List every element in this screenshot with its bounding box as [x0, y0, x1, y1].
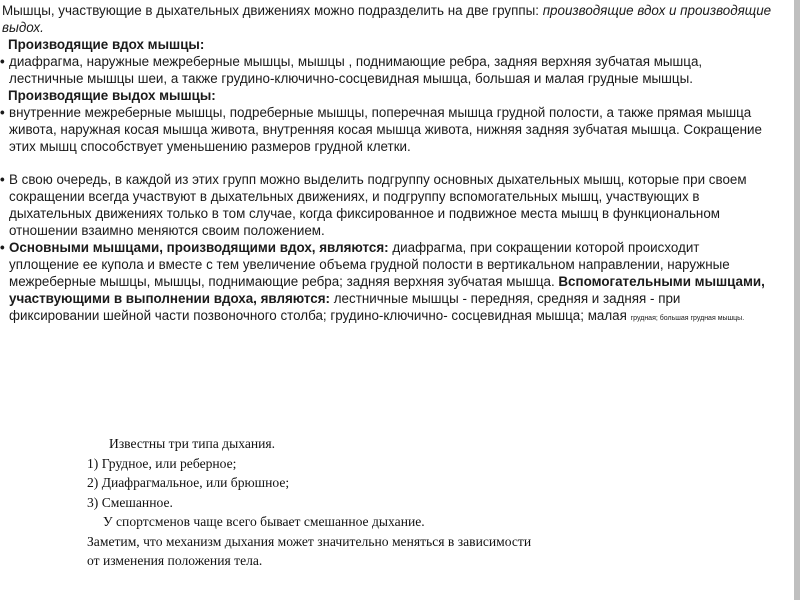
exhale-heading: Производящие выдох мышцы:: [8, 88, 216, 103]
breathing-item-2: 2) Диафрагмальное, или брюшное;: [87, 475, 290, 490]
subgroups-bullet: • В свою очередь, в каждой из этих групп можно выделить подгруппу основных дыхательных мышц, которые при своем сокращении всегда участвуют в дыхательных движениях, и подгруппу вспомогательных мышц, участвующих в дыхательных движениях только в том случае, когда фиксированное и подвижное места мышц в функциональном отношении взаимно меняются своим положением.: [2, 171, 772, 239]
spacer: [2, 155, 772, 171]
main-muscles-lead: Основными мышцами, производящими вдох, являются:: [9, 240, 389, 255]
main-muscles-text: диафрагма, при сокращении которой происходит уплощение ее купола и вместе с тем увеличение объема грудной полости в вертикальном направлении, наружные межреберные мышцы, мышцы, поднимающие ребра; задняя верхняя зубчатая мышца.: [9, 240, 730, 289]
intro-text: Мышцы, участвующие в дыхательных движениях можно подразделить на две группы:: [2, 3, 543, 18]
inhale-bullet: • диафрагма, наружные межреберные мышцы, мышцы , поднимающие ребра, задняя верхняя зубчатая мышца, лестничные мышцы шеи, а также грудино-ключично-сосцевидная мышца, большая и малая грудные мышцы.: [2, 53, 772, 87]
breathing-item-1: 1) Грудное, или реберное;: [87, 455, 237, 471]
athletes-note: У спортсменов чаще всего бывает смешанное дыхание.: [103, 514, 425, 529]
breathing-item-3: 3) Смешанное.: [87, 494, 173, 510]
intro-paragraph: [2, 2, 772, 36]
scrollbar[interactable]: [794, 0, 800, 600]
breathing-title: Известны три типа дыхания.: [109, 436, 276, 451]
exhale-bullet: • внутренние межреберные мышцы, подреберные мышцы, поперечная мышца грудной полости, а также прямая мышца живота, наружная косая мышца живота, внутренняя косая мышца живота, нижняя задняя зубчатая мышца. Сокращение этих мышц способствует уменьшению размеров грудной клетки.: [2, 104, 772, 155]
breathing-types-block: [87, 434, 537, 571]
intro-italic: производящие вдох и производящие выдох.: [2, 3, 772, 35]
aux-muscles-lead: Вспомогательными мышцами, участвующими в выполнении вдоха, являются:: [9, 274, 765, 306]
main-muscles-bullet: [2, 239, 772, 327]
mechanism-note: Заметим, что механизм дыхания может значительно меняться в зависимости от изменения положения тела.: [87, 533, 532, 568]
inhale-heading: Производящие вдох мышцы:: [8, 37, 205, 52]
aux-muscles-text: лестничные мышцы - передняя, средняя и задняя - при фиксировании шейной части позвоночного столба; грудино-ключично- сосцевидная мышца; малая: [9, 291, 681, 323]
aux-muscles-small-text: грудная; большая грудная мышцы.: [630, 315, 745, 322]
main-text-block: [2, 2, 772, 327]
